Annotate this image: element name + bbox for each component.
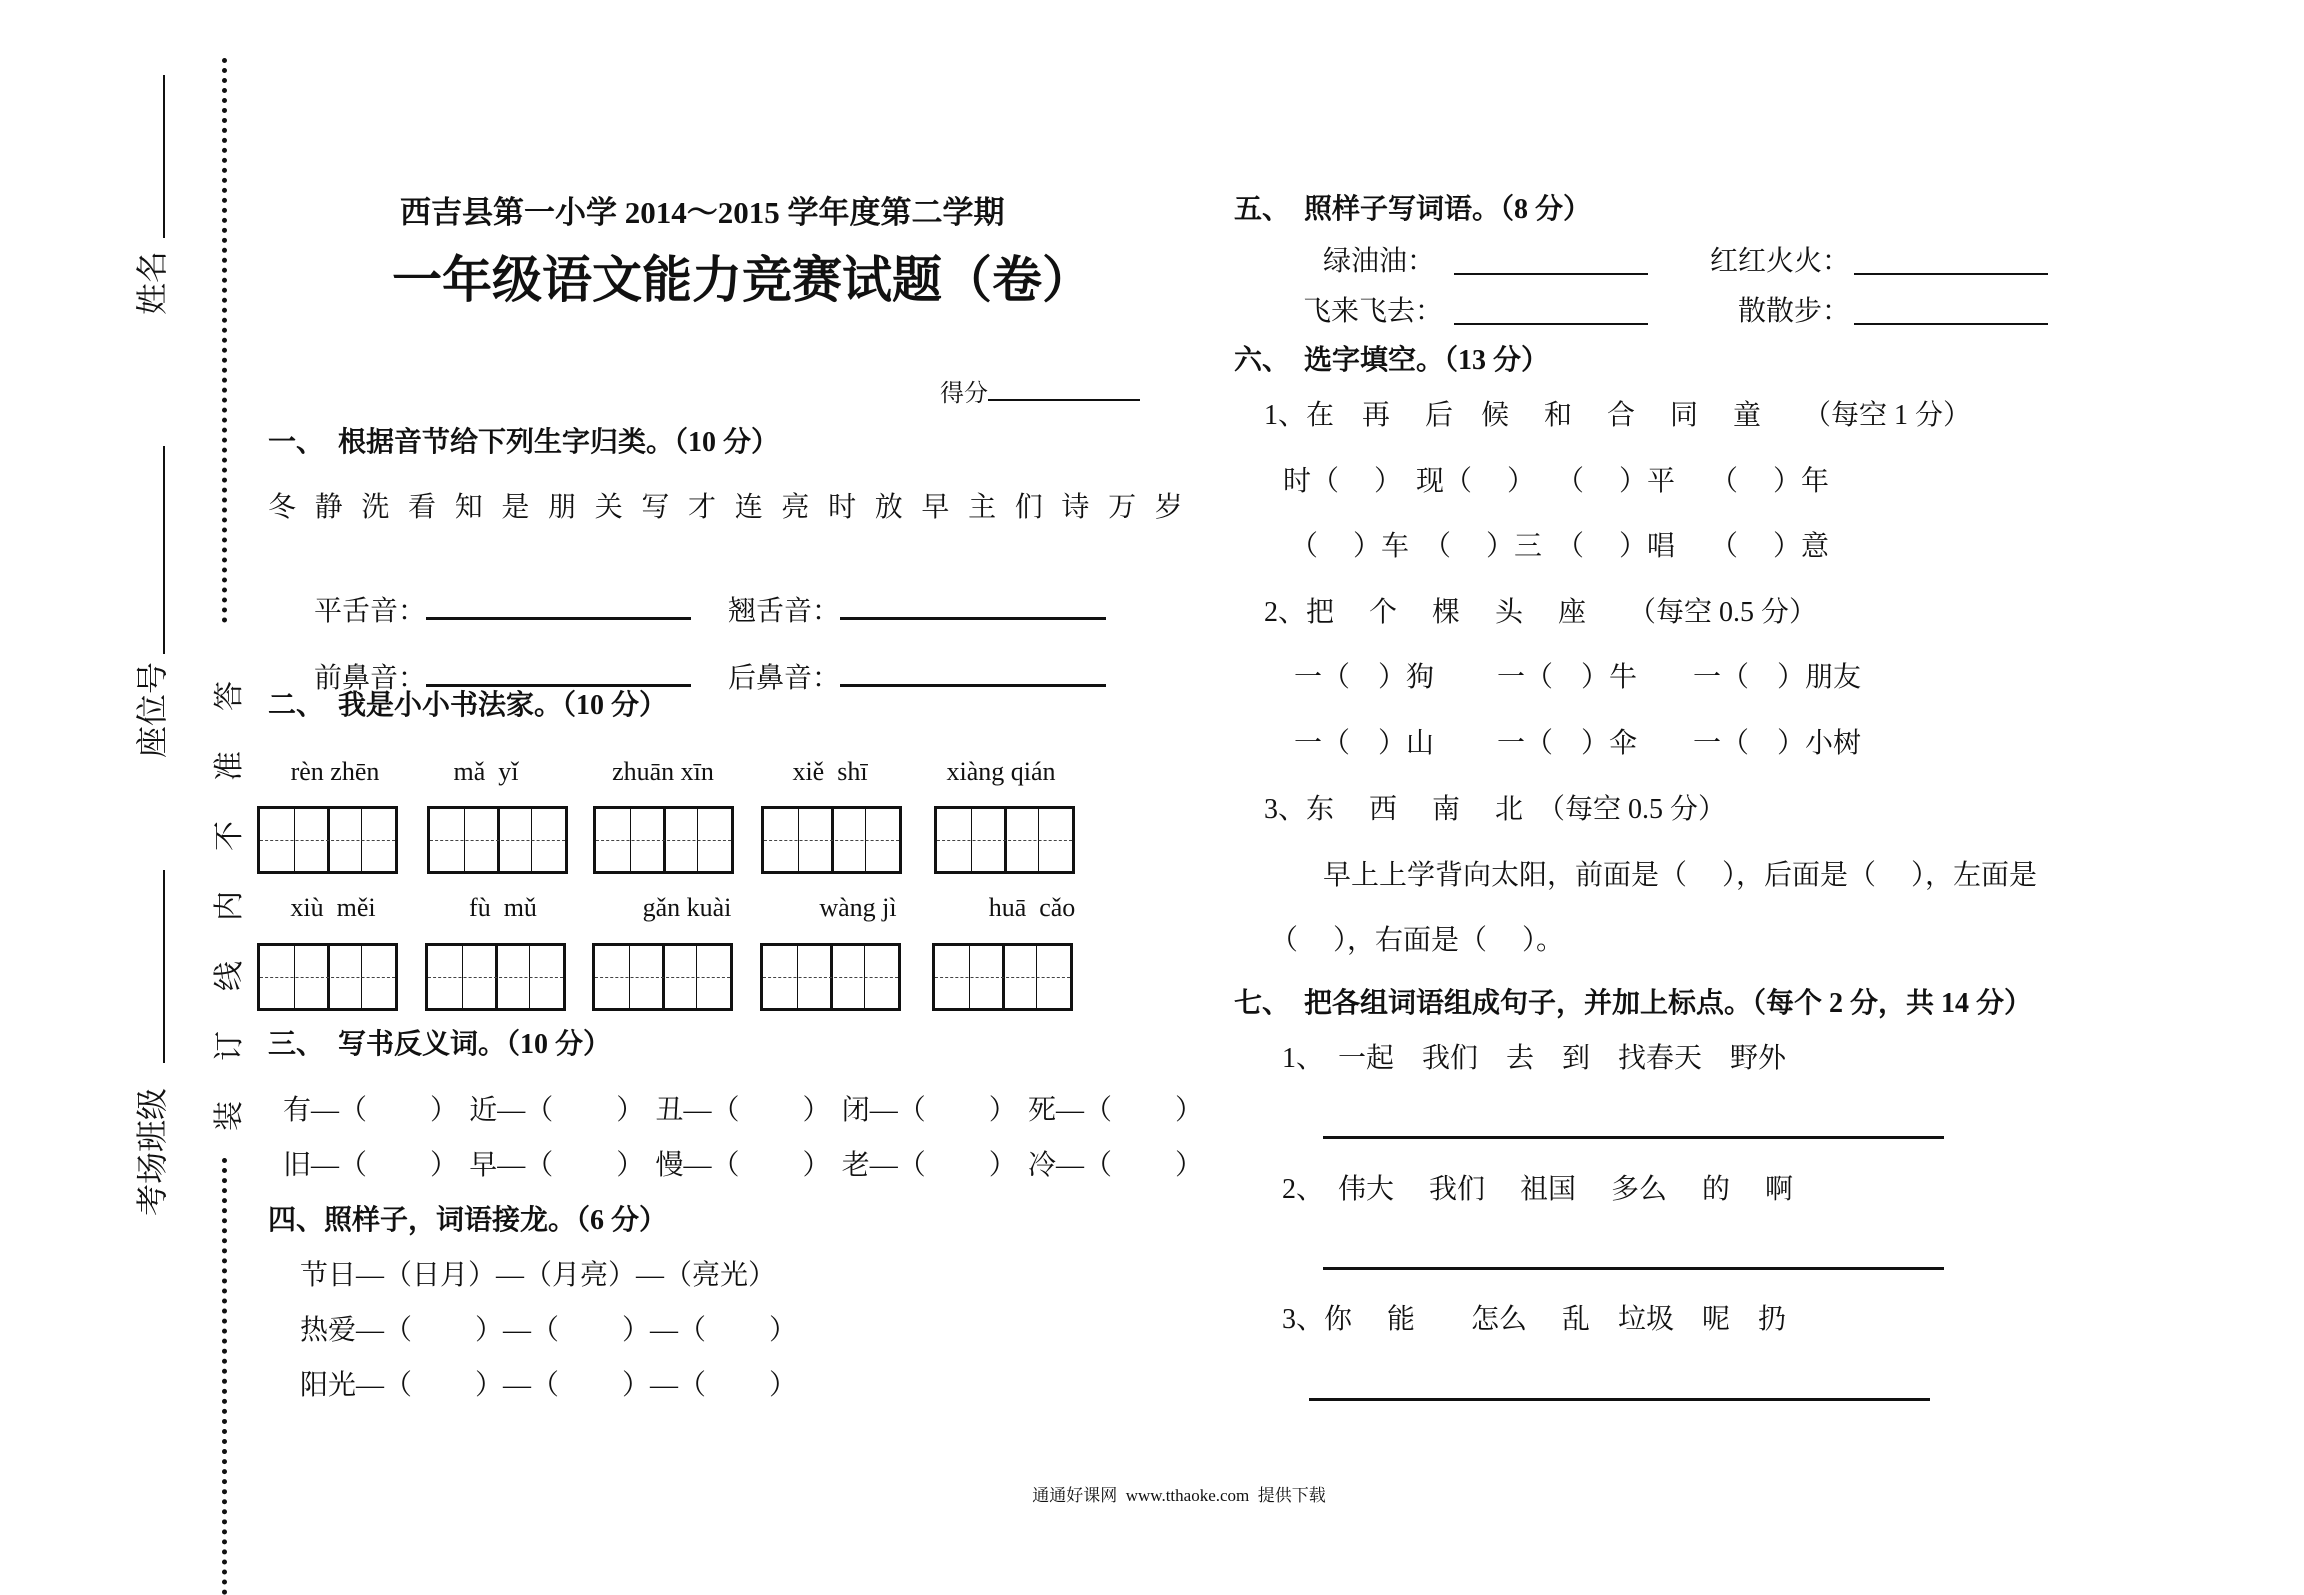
retroflex-blank[interactable] [840, 591, 1106, 620]
writing-grid-box[interactable] [257, 806, 398, 874]
pinyin-label: rèn zhēn [290, 757, 380, 786]
q7-3-answer-line[interactable] [1309, 1398, 1930, 1401]
back-nasal-label: 后鼻音： [728, 663, 841, 694]
writing-grid-box[interactable] [760, 943, 901, 1011]
seat-label: 座位号 [134, 661, 170, 759]
grid-midline [430, 840, 565, 841]
sort-character: 写 [641, 492, 670, 523]
antonym-item[interactable]: 旧—（ ） [283, 1150, 459, 1181]
antonym-item[interactable]: 老—（ ） [841, 1150, 1017, 1181]
grid-midline [764, 840, 899, 841]
antonym-row-1 [283, 1094, 1203, 1128]
writing-grid-box[interactable] [934, 806, 1075, 874]
q7-1-words: 1、 一起 我们 去 到 找春天 野外 [1282, 1043, 1787, 1074]
sort-character: 关 [594, 492, 623, 523]
grid-midline [260, 977, 395, 978]
antonym-item[interactable]: 丑—（ ） [655, 1095, 831, 1126]
writing-grid-box[interactable] [593, 806, 734, 874]
flat-tongue-label: 平舌音： [314, 596, 427, 627]
chain-line-2[interactable]: 阳光—（ ）—（ ）—（ ） [300, 1370, 798, 1401]
front-nasal-field[interactable] [300, 624, 691, 696]
pattern-item-4: 散散步： [1738, 296, 1851, 327]
sort-character: 知 [454, 492, 483, 523]
pattern-blank-3[interactable] [1454, 323, 1648, 325]
writing-grid-box[interactable] [932, 943, 1073, 1011]
retroflex-field[interactable] [714, 557, 1106, 629]
grid-midline [260, 840, 395, 841]
sort-character: 洗 [361, 492, 390, 523]
pinyin-label: huā cǎo [988, 893, 1076, 922]
sort-character: 朋 [548, 492, 577, 523]
grid-midline [428, 977, 563, 978]
q6-2-choices: 2、把 个 棵 头 座 （每空 0.5 分） [1264, 597, 1818, 628]
pinyin-label: xiě shī [792, 757, 868, 786]
sort-character: 时 [828, 492, 857, 523]
score-blank[interactable] [988, 377, 1140, 401]
exam-title: 一年级语文能力竞赛试题（卷） [392, 252, 1092, 308]
pattern-blank-2[interactable] [1854, 273, 2048, 275]
sort-character: 看 [408, 492, 437, 523]
class-blank-line[interactable] [163, 870, 165, 1063]
pinyin-label: mǎ yǐ [453, 757, 519, 786]
q6-2-row-1[interactable]: 一（ ）狗 一（ ）牛 一（ ）朋友 [1294, 662, 1862, 693]
pinyin-label: wàng jì [819, 893, 897, 922]
name-blank-line[interactable] [163, 75, 165, 238]
writing-grid-box[interactable] [425, 943, 566, 1011]
pinyin-label: xiù měi [290, 893, 376, 922]
grid-midline [935, 977, 1070, 978]
sort-character: 放 [874, 492, 903, 523]
section-4-heading: 四、照样子，词语接龙。（6 分） [268, 1205, 668, 1236]
antonym-item[interactable]: 早—（ ） [469, 1150, 645, 1181]
section-5-heading: 五、 照样子写词语。（8 分） [1234, 194, 1592, 225]
q6-1-row-1[interactable]: 时（ ） 现（ ） （ ）平 （ ）年 [1283, 466, 1830, 497]
q6-3-line-2[interactable]: （ ），右面是（ ）。 [1270, 925, 1565, 956]
seat-blank-line[interactable] [163, 446, 165, 654]
sort-character: 主 [968, 492, 997, 523]
grid-midline [937, 840, 1072, 841]
front-nasal-blank[interactable] [426, 658, 691, 687]
pattern-item-1: 绿油油： [1323, 246, 1436, 277]
section-1-heading: 一、 根据音节给下列生字归类。（10 分） [268, 427, 780, 458]
sort-character: 是 [501, 492, 530, 523]
pinyin-label: zhuān xīn [612, 757, 714, 786]
class-label: 考场班级 [134, 1087, 170, 1217]
retroflex-label: 翘舌音： [728, 596, 841, 627]
pinyin-label: xiàng qián [946, 757, 1056, 786]
score-label: 得分 [940, 381, 988, 407]
footer-credit: 通通好课网 www.tthaoke.com 提供下载 [1032, 1486, 1326, 1505]
pattern-item-2: 红红火火： [1710, 246, 1851, 277]
pinyin-label: gǎn kuài [642, 893, 732, 922]
antonym-item[interactable]: 近—（ ） [469, 1095, 645, 1126]
antonym-row-2 [283, 1149, 1203, 1183]
q7-3-words: 3、你 能 怎么 乱 垃圾 呢 扔 [1282, 1304, 1787, 1335]
antonym-item[interactable]: 有—（ ） [283, 1095, 459, 1126]
grid-midline [596, 840, 731, 841]
grid-midline [763, 977, 898, 978]
antonym-item[interactable]: 慢—（ ） [655, 1150, 831, 1181]
sort-character: 岁 [1154, 492, 1183, 523]
sort-character: 们 [1014, 492, 1043, 523]
section-6-heading: 六、 选字填空。（13 分） [1234, 345, 1550, 376]
pinyin-label: fù mǔ [469, 893, 537, 922]
pattern-blank-1[interactable] [1454, 273, 1648, 275]
front-nasal-label: 前鼻音： [314, 663, 427, 694]
q6-2-row-2[interactable]: 一（ ）山 一（ ）伞 一（ ）小树 [1294, 728, 1862, 759]
school-term: 西吉县第一小学 2014～2015 学年度第二学期 [400, 195, 1005, 230]
sort-character: 静 [314, 492, 343, 523]
section-3-heading: 三、 写书反义词。（10 分） [268, 1029, 612, 1060]
section-7-heading: 七、 把各组词语组成句子，并加上标点。（每个 2 分，共 14 分） [1234, 988, 2033, 1019]
sort-character: 万 [1108, 492, 1137, 523]
sort-character: 才 [688, 492, 717, 523]
q6-1-choices: 1、在 再 后 候 和 合 同 童 （每空 1 分） [1264, 400, 1972, 431]
flat-tongue-blank[interactable] [426, 591, 691, 620]
writing-grid-box[interactable] [427, 806, 568, 874]
writing-grid-box[interactable] [257, 943, 398, 1011]
q7-2-answer-line[interactable] [1323, 1267, 1944, 1270]
sort-character: 诗 [1061, 492, 1090, 523]
grid-midline [595, 977, 730, 978]
binding-dotted-line-bottom [222, 1158, 227, 1595]
pattern-item-3: 飞来飞去： [1303, 296, 1444, 327]
sort-character: 早 [921, 492, 950, 523]
binding-dotted-line-top [222, 58, 227, 623]
section-1-char-list [268, 491, 1183, 525]
q7-1-answer-line[interactable] [1323, 1136, 1944, 1139]
sort-character: 连 [734, 492, 763, 523]
name-label: 姓名 [134, 250, 170, 316]
pattern-blank-4[interactable] [1854, 323, 2048, 325]
writing-grid-box[interactable] [592, 943, 733, 1011]
q6-3-line-1[interactable]: 早上上学背向太阳，前面是（ ），后面是（ ），左面是 [1323, 860, 2038, 891]
back-nasal-blank[interactable] [840, 658, 1106, 687]
q6-3-choices: 3、东 西 南 北 （每空 0.5 分） [1264, 794, 1727, 825]
q7-2-words: 2、 伟大 我们 祖国 多么 的 啊 [1282, 1174, 1794, 1205]
antonym-item[interactable]: 冷—（ ） [1027, 1150, 1203, 1181]
sort-character: 冬 [268, 492, 297, 523]
writing-grid-box[interactable] [761, 806, 902, 874]
section-2-heading: 二、 我是小小书法家。（10 分） [268, 690, 668, 721]
sort-character: 亮 [781, 492, 810, 523]
back-nasal-field[interactable] [714, 624, 1106, 696]
chain-example: 节日—（日月）—（月亮）—（亮光） [300, 1260, 777, 1291]
flat-tongue-field[interactable] [300, 557, 691, 629]
score-field[interactable] [928, 343, 1140, 411]
antonym-item[interactable]: 死—（ ） [1027, 1095, 1203, 1126]
q6-1-row-2[interactable]: （ ）车 （ ）三 （ ）唱 （ ）意 [1290, 531, 1830, 562]
seal-text: 装订线内不准答 [213, 641, 246, 1131]
chain-line-1[interactable]: 热爱—（ ）—（ ）—（ ） [300, 1315, 798, 1346]
antonym-item[interactable]: 闭—（ ） [841, 1095, 1017, 1126]
